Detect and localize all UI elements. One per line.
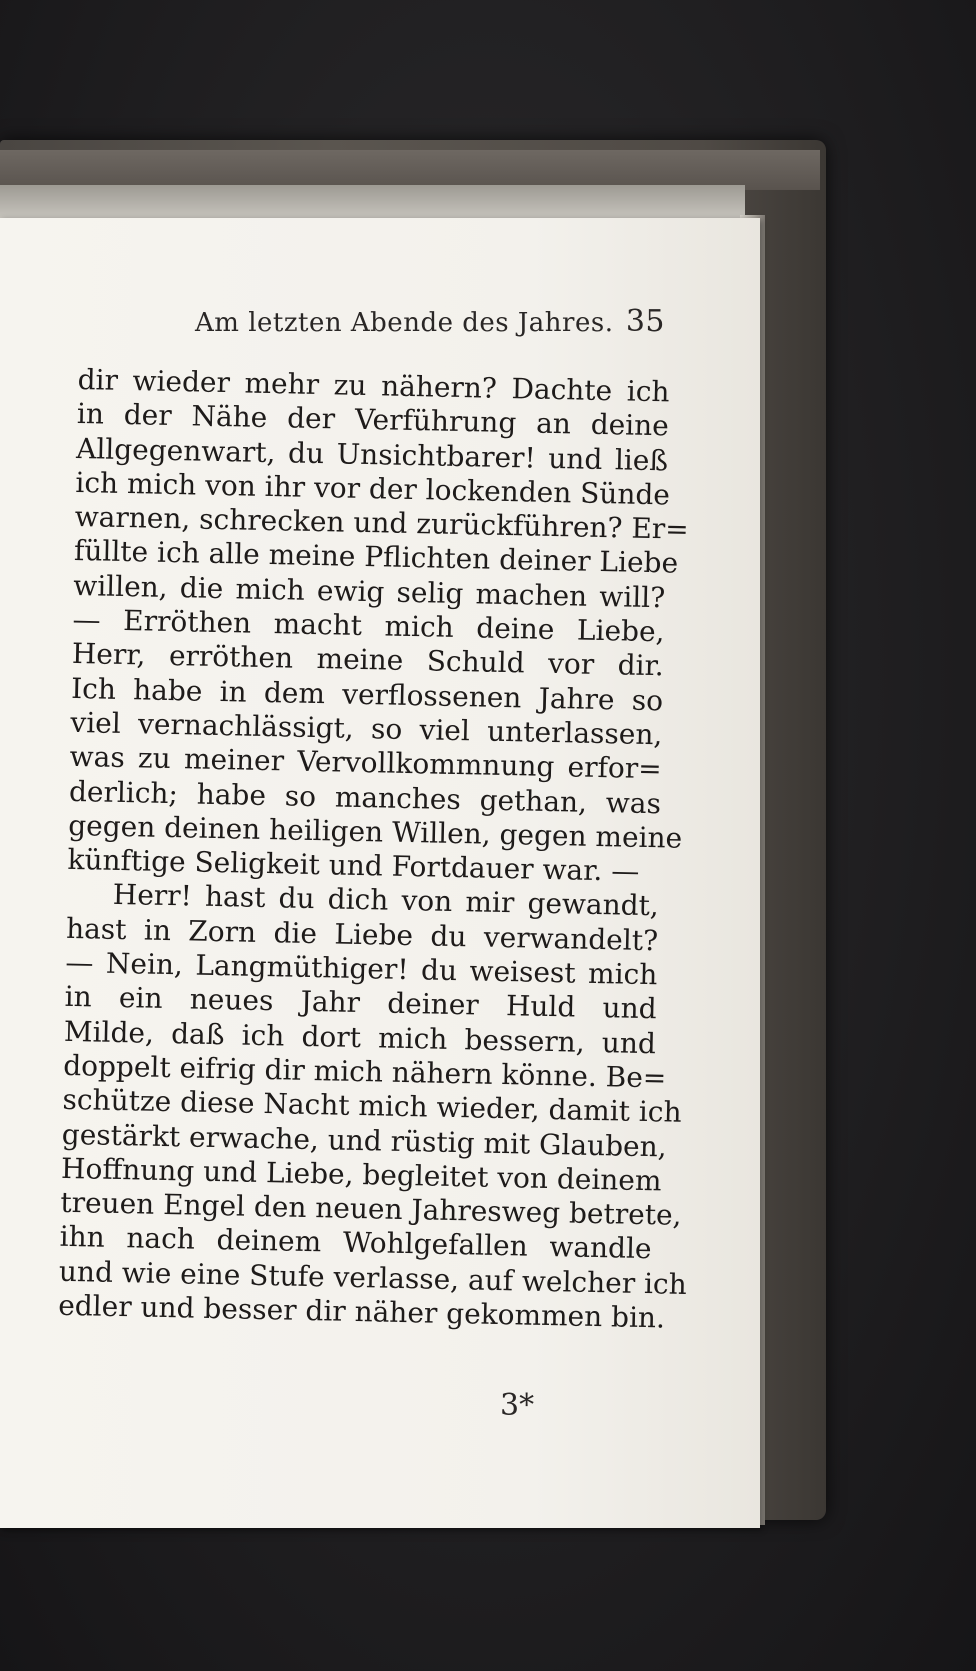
text-line: — Nein, Langmüthiger! du weisest mich (65, 945, 658, 992)
text-line: Hoffnung und Liebe, begleitet von deinem (60, 1151, 662, 1198)
text-line: füllte ich alle meine Pflichten deiner Liebe (73, 534, 679, 581)
cover-top-edge (0, 150, 820, 190)
text-line: in der Nähe der Verführung an deine (76, 397, 670, 443)
text-line: und wie eine Stufe verlasse, auf welcher ich (58, 1254, 688, 1301)
text-line: — Erröthen macht mich deine Liebe, (72, 603, 665, 649)
signature-mark: 3* (500, 1388, 535, 1423)
text-line: viel vernachlässigt, so viel unterlassen, (70, 705, 663, 752)
text-line: ihn nach deinem Wohlgefallen wandle (59, 1220, 652, 1266)
running-head: Am letzten Abende des Jahres. (195, 308, 614, 338)
text-line: Ich habe in dem verflossenen Jahre so (70, 671, 664, 717)
text-line: edler und besser dir näher gekommen bin. (57, 1288, 666, 1335)
text-line: in ein neues Jahr deiner Huld und (64, 980, 657, 1026)
text-line: Herr, erröthen meine Schuld vor dir. (71, 637, 665, 683)
text-line: Milde, daß ich dort mich bessern, und (63, 1014, 657, 1060)
text-line: was zu meiner Vervollkommnung erfor= (69, 740, 662, 786)
book-page (0, 218, 760, 1528)
text-line: warnen, schrecken und zurückführen? Er= (74, 500, 690, 547)
text-line: schütze diese Nacht mich wieder, damit ich (62, 1083, 682, 1130)
page-header (195, 304, 695, 348)
text-line: künftige Seligkeit und Fortdauer war. — (67, 843, 640, 889)
page-number: 35 (625, 304, 665, 339)
text-line: hast in Zorn die Liebe du verwandelt? (65, 911, 659, 958)
text-line: treuen Engel den neuen Jahresweg betrete, (60, 1185, 682, 1232)
text-line: gestärkt erwache, und rüstig mit Glauben, (61, 1117, 667, 1164)
text-line: doppelt eifrig dir mich nähern könne. Be= (62, 1048, 667, 1095)
text-line: derlich; habe so manches gethan, was (68, 774, 662, 820)
body-text (57, 363, 690, 1335)
text-line: Allgegenwart, du Unsichtbarer! und ließ (75, 431, 669, 477)
text-line: gegen deinen heiligen Willen, gegen meine (67, 808, 683, 855)
text-line: dir wieder mehr zu nähern? Dachte ich (77, 363, 670, 409)
text-line: willen, die mich ewig selig machen will? (72, 568, 666, 615)
text-line: Herr! hast du dich von mir gewandt, (112, 878, 660, 923)
text-line: ich mich von ihr vor der lockenden Sünde (75, 465, 671, 512)
